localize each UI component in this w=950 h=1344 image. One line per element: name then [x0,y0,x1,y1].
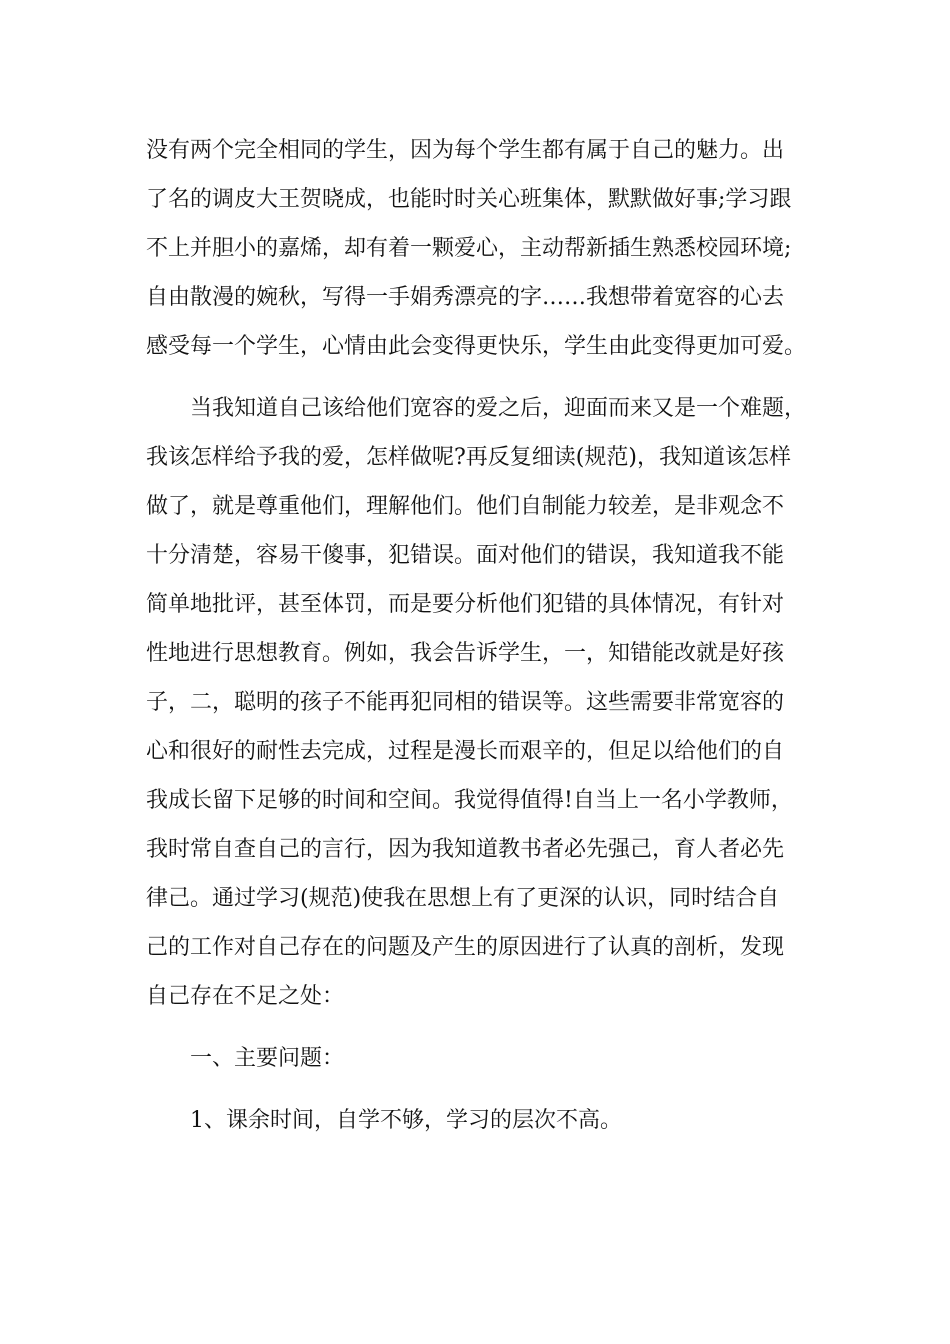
paragraph-2-line-4: 十分清楚，容易干傻事，犯错误。面对他们的错误，我知道我不能 [146,543,785,568]
paragraph-2-line-8: 心和很好的耐性去完成，过程是漫长而艰辛的，但足以给他们的自 [146,739,785,764]
paragraph-2-line-10: 我时常自查自己的言行，因为我知道教书者必先强己，育人者必先 [146,837,785,862]
list-item: 1、课余时间，自学不够，学习的层次不高。 [190,1108,622,1133]
paragraph-2-line-2: 我该怎样给予我的爱，怎样做呢?再反复细读(规范)，我知道该怎样 [146,445,791,470]
paragraph-2-line-7: 子，二，聪明的孩子不能再犯同相的错误等。这些需要非常宽容的 [146,690,785,715]
paragraph-2-line-12: 己的工作对自己存在的问题及产生的原因进行了认真的剖析，发现 [146,935,785,960]
paragraph-1-line-3: 不上并胆小的嘉烯，却有着一颗爱心，主动帮新插生熟悉校园环境; [146,236,792,261]
paragraph-2-line-9: 我成长留下足够的时间和空间。我觉得值得!自当上一名小学教师， [146,788,793,813]
paragraph-2-line-1: 当我知道自己该给他们宽容的爱之后，迎面而来又是一个难题， [190,396,807,421]
paragraph-2-line-3: 做了，就是尊重他们，理解他们。他们自制能力较差，是非观念不 [146,494,785,519]
paragraph-1-line-2: 了名的调皮大王贺晓成，也能时时关心班集体，默默做好事;学习跟 [146,187,792,212]
paragraph-2-line-5: 简单地批评，甚至体罚，而是要分析他们犯错的具体情况，有针对 [146,592,785,617]
paragraph-1-line-4: 自由散漫的婉秋，写得一手娟秀漂亮的字……我想带着宽容的心去 [146,285,785,310]
paragraph-2-line-11: 律己。通过学习(规范)使我在思想上有了更深的认识，同时结合自 [146,886,780,911]
paragraph-2-line-6: 性地进行思想教育。例如，我会告诉学生，一，知错能改就是好孩 [146,641,785,666]
section-heading: 一、主要问题： [190,1046,345,1071]
paragraph-1-line-5: 感受每一个学生，心情由此会变得更快乐，学生由此变得更加可爱。 [146,334,807,359]
paragraph-2-line-13: 自己存在不足之处： [146,984,345,1009]
paragraph-1-line-1: 没有两个完全相同的学生，因为每个学生都有属于自己的魅力。出 [146,138,785,163]
